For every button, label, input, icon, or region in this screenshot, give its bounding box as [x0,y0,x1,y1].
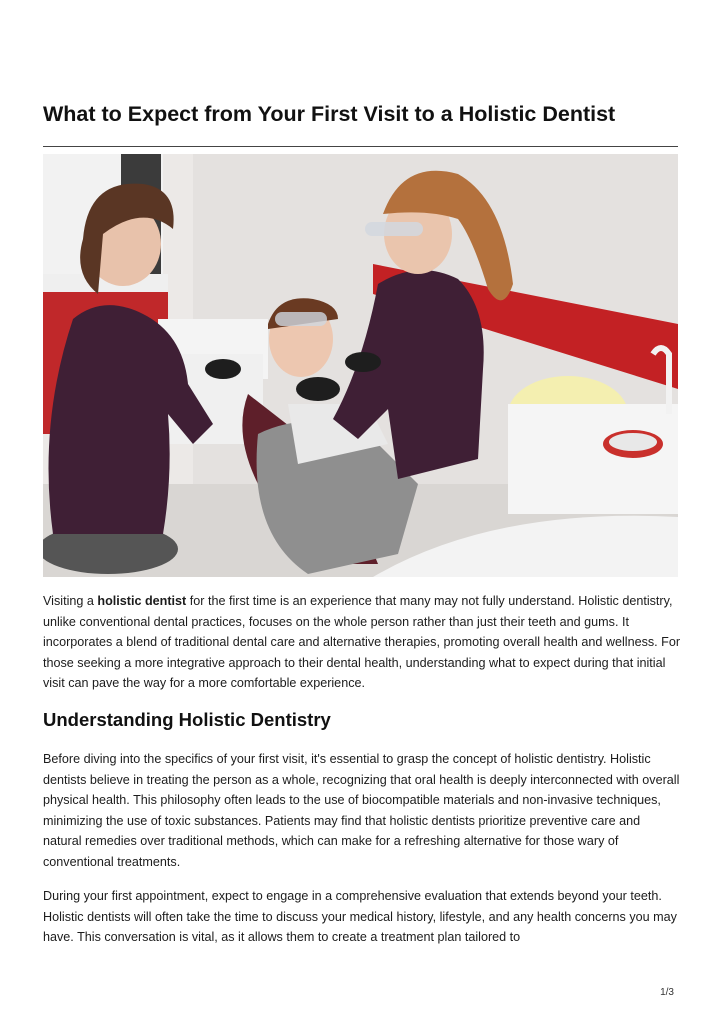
page-number: 1/3 [660,987,674,998]
intro-paragraph [43,591,681,694]
intro-text-before: Visiting a [43,594,98,608]
paragraph-concept: Before diving into the specifics of your first visit, it's essential to grasp the concept of holistic dentistry. Holistic dentists believe in treating the person as a whole, recognizing that oral health is deeply interconnected with overall physical health. This philosophy often leads to the use of biocompatible materials and non-invasive techniques, minimizing the use of toxic substances. Patients may find that holistic dentists prioritize preventive care and natural remedies over traditional methods, which can make for a refreshing alternative for those wary of conventional treatments. [43,752,680,869]
section-heading: Understanding Holistic Dentistry [43,709,331,730]
page-title: What to Expect from Your First Visit to a Holistic Dentist [43,102,616,126]
title-divider [43,146,678,147]
dental-visit-illustration [43,154,678,577]
paragraph-first-appointment: During your first appointment, expect to engage in a comprehensive evaluation that extends beyond your teeth. Holistic dentists will often take the time to discuss your medical history, lifestyle, and any health concerns you may have. This conversation is vital, as it allows them to create a treatment plan tailored to [43,889,677,944]
dental-visit-photo [43,154,678,577]
holistic-dentist-keyword: holistic dentist [97,594,187,608]
intro-text-after: for the first time is an experience that many may not fully understand. Holistic dentistry, unlike conventional dental practices, focuses on the whole person rather than just their teeth and gums. It incorporates a blend of traditional dental care and alternative therapies, promoting overall health and wellness. For those seeking a more integrative approach to their dental health, understanding what to expect during that initial visit can pave the way for a more comfortable experience. [43,594,681,690]
